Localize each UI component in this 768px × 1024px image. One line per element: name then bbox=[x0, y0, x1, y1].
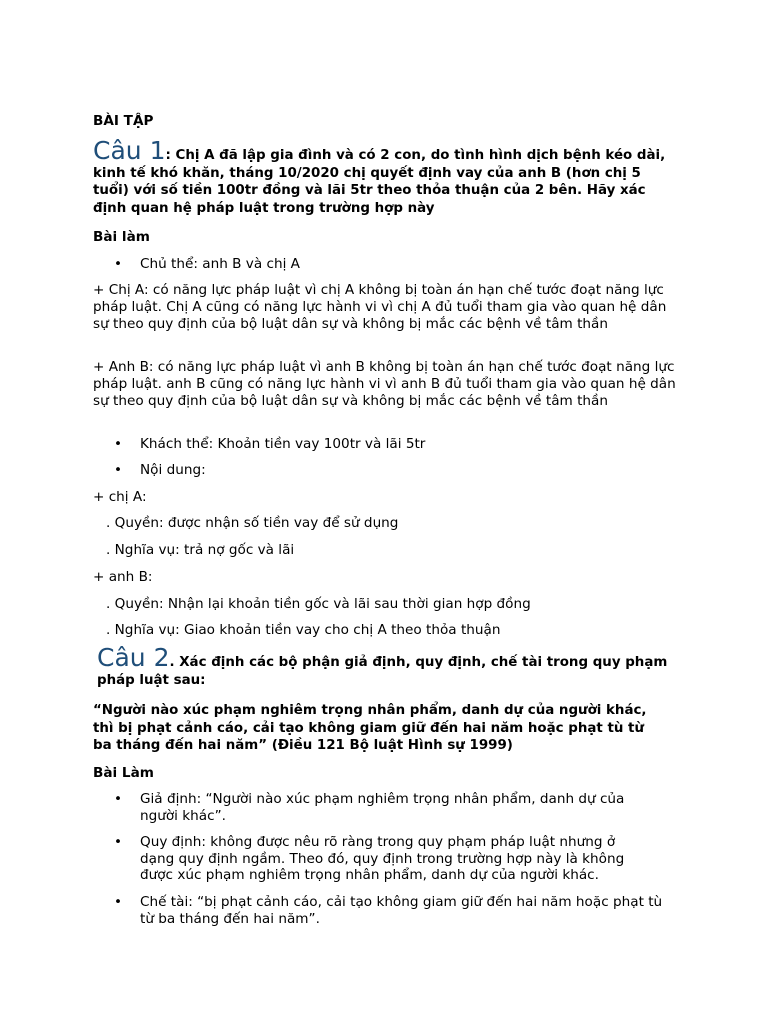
question-1-text: : Chị A đã lập gia đình và có 2 con, do tình hình dịch bệnh kéo dài, kinh tế khó khăn, tháng 10/2020 chị quyết định vay của anh B (hơn chị 5 tuổi) với số tiền 100tr đồng và lãi 5tr theo thỏa thuận của 2 bên. Hãy xác định quan hệ pháp luật trong trường hợp này bbox=[93, 148, 666, 216]
chi-a-duty: . Nghĩa vụ: trả nợ gốc và lãi bbox=[106, 542, 295, 558]
question-1-number: Câu 1 bbox=[93, 136, 166, 165]
bullet-dot: • bbox=[114, 462, 123, 478]
bullet-dot: • bbox=[114, 834, 123, 850]
question-1 bbox=[93, 136, 681, 217]
bullet-che-tai: • Chế tài: “bị phạt cảnh cáo, cải tạo không giam giữ đến hai năm hoặc phạt tù từ ba tháng đến hai năm”. bbox=[114, 894, 663, 927]
bullet-dot: • bbox=[114, 436, 123, 452]
question-2 bbox=[97, 643, 681, 689]
party-label-anh-b: + anh B: bbox=[93, 569, 153, 585]
paragraph-anh-b: + Anh B: có năng lực pháp luật vì anh B không bị toàn án hạn chế tước đoạt năng lực pháp luật. anh B cũng có năng lực hành vi vì anh B đủ tuổi tham gia vào quan hệ dân sự theo quy định của bộ luật dân sự và không bị mắc các bệnh về tâm thần bbox=[93, 359, 676, 409]
party-label-chi-a: + chị A: bbox=[93, 489, 147, 505]
answer-2-heading: Bài Làm bbox=[93, 765, 154, 781]
bullet-dot: • bbox=[114, 791, 123, 807]
bullet-dot: • bbox=[114, 894, 123, 910]
bullet-chu-the: • Chủ thể: anh B và chị A bbox=[114, 256, 300, 272]
document-title: BÀI TẬP bbox=[93, 113, 154, 129]
question-2-number: Câu 2 bbox=[97, 643, 170, 672]
bullet-khach-the: • Khách thể: Khoản tiền vay 100tr và lãi 5tr bbox=[114, 436, 426, 452]
bullet-dot: • bbox=[114, 256, 123, 272]
answer-1-heading: Bài làm bbox=[93, 229, 150, 245]
anh-b-right: . Quyền: Nhận lại khoản tiền gốc và lãi sau thời gian hợp đồng bbox=[106, 596, 531, 612]
question-2-text: . Xác định các bộ phận giả định, quy định, chế tài trong quy phạm pháp luật sau: bbox=[97, 655, 668, 688]
legal-quote: “Người nào xúc phạm nghiêm trọng nhân phẩm, danh dự của người khác, thì bị phạt cảnh cáo, cải tạo không giam giữ đến hai năm hoặc phạt tù từ ba tháng đến hai năm” (Điều 121 Bộ luật Hình sự 1999) bbox=[93, 703, 647, 753]
anh-b-duty: . Nghĩa vụ: Giao khoản tiền vay cho chị A theo thỏa thuận bbox=[106, 622, 501, 638]
bullet-noi-dung: • Nội dung: bbox=[114, 462, 206, 478]
chi-a-right: . Quyền: được nhận số tiền vay để sử dụng bbox=[106, 515, 399, 531]
bullet-quy-dinh: • Quy định: không được nêu rõ ràng trong quy phạm pháp luật nhưng ở dạng quy định ngầm. Theo đó, quy định trong trường hợp này là không được xúc phạm nghiêm trọng nhân phẩm, danh dự của người khác. bbox=[114, 834, 625, 883]
bullet-gia-dinh: • Giả định: “Người nào xúc phạm nghiêm trọng nhân phẩm, danh dự của người khác”. bbox=[114, 791, 625, 824]
paragraph-chi-a: + Chị A: có năng lực pháp luật vì chị A không bị toàn án hạn chế tước đoạt năng lực pháp luật. Chị A cũng có năng lực hành vi vì chị A đủ tuổi tham gia vào quan hệ dân sự theo quy định của bộ luật dân sự và không bị mắc các bệnh về tâm thần bbox=[93, 282, 667, 332]
